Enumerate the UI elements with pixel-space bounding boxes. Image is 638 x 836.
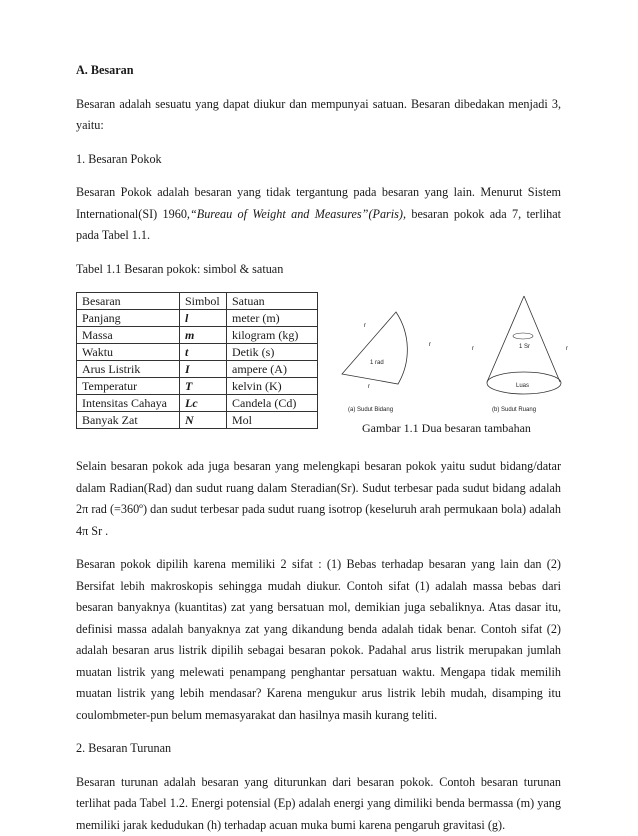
table-caption: Tabel 1.1 Besaran pokok: simbol & satuan <box>76 259 561 281</box>
simbol-cell: l <box>180 310 227 327</box>
table-row <box>77 395 318 412</box>
label-r-bottom: r <box>368 384 370 390</box>
label-sudut-bidang: (a) Sudut Bidang <box>348 407 393 413</box>
table-row <box>77 344 318 361</box>
label-r-cone-right: r <box>566 346 568 352</box>
figure-dua-besaran-tambahan <box>340 284 561 444</box>
besaran-cell: Massa <box>77 327 180 344</box>
besaran-tambahan-paragraph: Selain besaran pokok ada juga besaran yang melengkapi besaran pokok yaitu sudut bidang/datar dalam Radian(Rad) dan sudut ruang dalam Steradian(Sr). Sudut terbesar pada sudut bidang adalah 2π rad (=360º) dan sudut terbesar pada sudut ruang isotrop (keseluruh arah permukaan bola) adalah 4π Sr . <box>76 456 561 542</box>
header-cell: Besaran <box>77 293 180 310</box>
simbol-cell: I <box>180 361 227 378</box>
besaran-cell: Intensitas Cahaya <box>77 395 180 412</box>
satuan-cell: Candela (Cd) <box>227 395 318 412</box>
simbol-cell: N <box>180 412 227 429</box>
besaran-pokok-table <box>76 292 318 429</box>
table-figure-row <box>76 284 561 444</box>
label-1-sr: 1 Sr <box>519 344 530 350</box>
satuan-cell: Detik (s) <box>227 344 318 361</box>
document-page <box>76 60 561 836</box>
satuan-cell: meter (m) <box>227 310 318 327</box>
simbol-cell: Lc <box>180 395 227 412</box>
satuan-cell: kilogram (kg) <box>227 327 318 344</box>
besaran-cell: Arus Listrik <box>77 361 180 378</box>
subheading-besaran-pokok: 1. Besaran Pokok <box>76 149 561 171</box>
table-row <box>77 412 318 429</box>
table-header-row <box>77 293 318 310</box>
label-1-rad: 1 rad <box>370 360 384 366</box>
satuan-cell: Mol <box>227 412 318 429</box>
besaran-cell: Temperatur <box>77 378 180 395</box>
subheading-besaran-turunan: 2. Besaran Turunan <box>76 738 561 760</box>
figure-caption: Gambar 1.1 Dua besaran tambahan <box>362 421 531 436</box>
satuan-cell: ampere (A) <box>227 361 318 378</box>
label-r-arc: r <box>429 342 431 348</box>
besaran-pokok-paragraph <box>76 182 561 247</box>
dua-sifat-paragraph: Besaran pokok dipilih karena memiliki 2 sifat : (1) Bebas terhadap besaran yang lain dan (2) Bersifat lebih makroskopis sehingga mudah diukur. Contoh sifat (1) adalah massa bebas dari besaran banyaknya (kuantitas) zat yang bersatuan mol, demikian juga sebaliknya. Atas dasar itu, definisi massa adalah banyaknya zat yang dikandung benda adalah tidak benar. Contoh sifat (2) adalah besaran arus listrik dipilih sebagai besaran pokok. Padahal arus listrik merupakan jumlah muatan listrik yang melewati penampang penghantar persatuan waktu. Mengapa tidak memilih muatan listrik yang lebih mendasar? Karena mengukur arus listrik lebih mudah, disamping itu coulombmeter-pun belum memasyarakat dan hasilnya masih kurang teliti. <box>76 554 561 726</box>
table-row <box>77 361 318 378</box>
solid-angle-cap <box>513 333 533 339</box>
simbol-cell: t <box>180 344 227 361</box>
pokok-text-start: Besaran Pokok adalah besaran yang tidak tergantung pada besaran yang lain. Menurut Sistem International(SI) 1960, <box>76 185 561 221</box>
table-body <box>77 293 318 429</box>
angle-diagrams <box>340 284 561 419</box>
table-row <box>77 310 318 327</box>
satuan-cell: kelvin (K) <box>227 378 318 395</box>
header-cell: Satuan <box>227 293 318 310</box>
table-row <box>77 327 318 344</box>
header-cell: Simbol <box>180 293 227 310</box>
sector-shape <box>342 312 407 384</box>
pokok-text-italic: “Bureau of Weight and Measures”(Paris), <box>190 207 406 221</box>
table-row <box>77 378 318 395</box>
besaran-cell: Waktu <box>77 344 180 361</box>
section-heading: A. Besaran <box>76 60 561 82</box>
besaran-cell: Panjang <box>77 310 180 327</box>
besaran-cell: Banyak Zat <box>77 412 180 429</box>
intro-paragraph: Besaran adalah sesuatu yang dapat diukur dan mempunyai satuan. Besaran dibedakan menjadi 3, yaitu: <box>76 94 561 137</box>
pokok-text-end: besaran pokok ada 7, terlihat pada Tabel 1.1. <box>76 207 561 243</box>
label-r-top: r <box>364 323 366 329</box>
besaran-turunan-paragraph: Besaran turunan adalah besaran yang diturunkan dari besaran pokok. Contoh besaran turunan terlihat pada Tabel 1.2. Energi potensial (Ep) adalah energi yang dimiliki benda bermassa (m) yang memiliki jarak kedudukan (h) terhadap acuan muka bumi karena pengaruh gravitasi (g). <box>76 772 561 836</box>
simbol-cell: m <box>180 327 227 344</box>
label-sudut-ruang: (b) Sudut Ruang <box>492 407 536 413</box>
label-luas: Luas <box>516 383 529 389</box>
simbol-cell: T <box>180 378 227 395</box>
label-r-cone-left: r <box>472 346 474 352</box>
